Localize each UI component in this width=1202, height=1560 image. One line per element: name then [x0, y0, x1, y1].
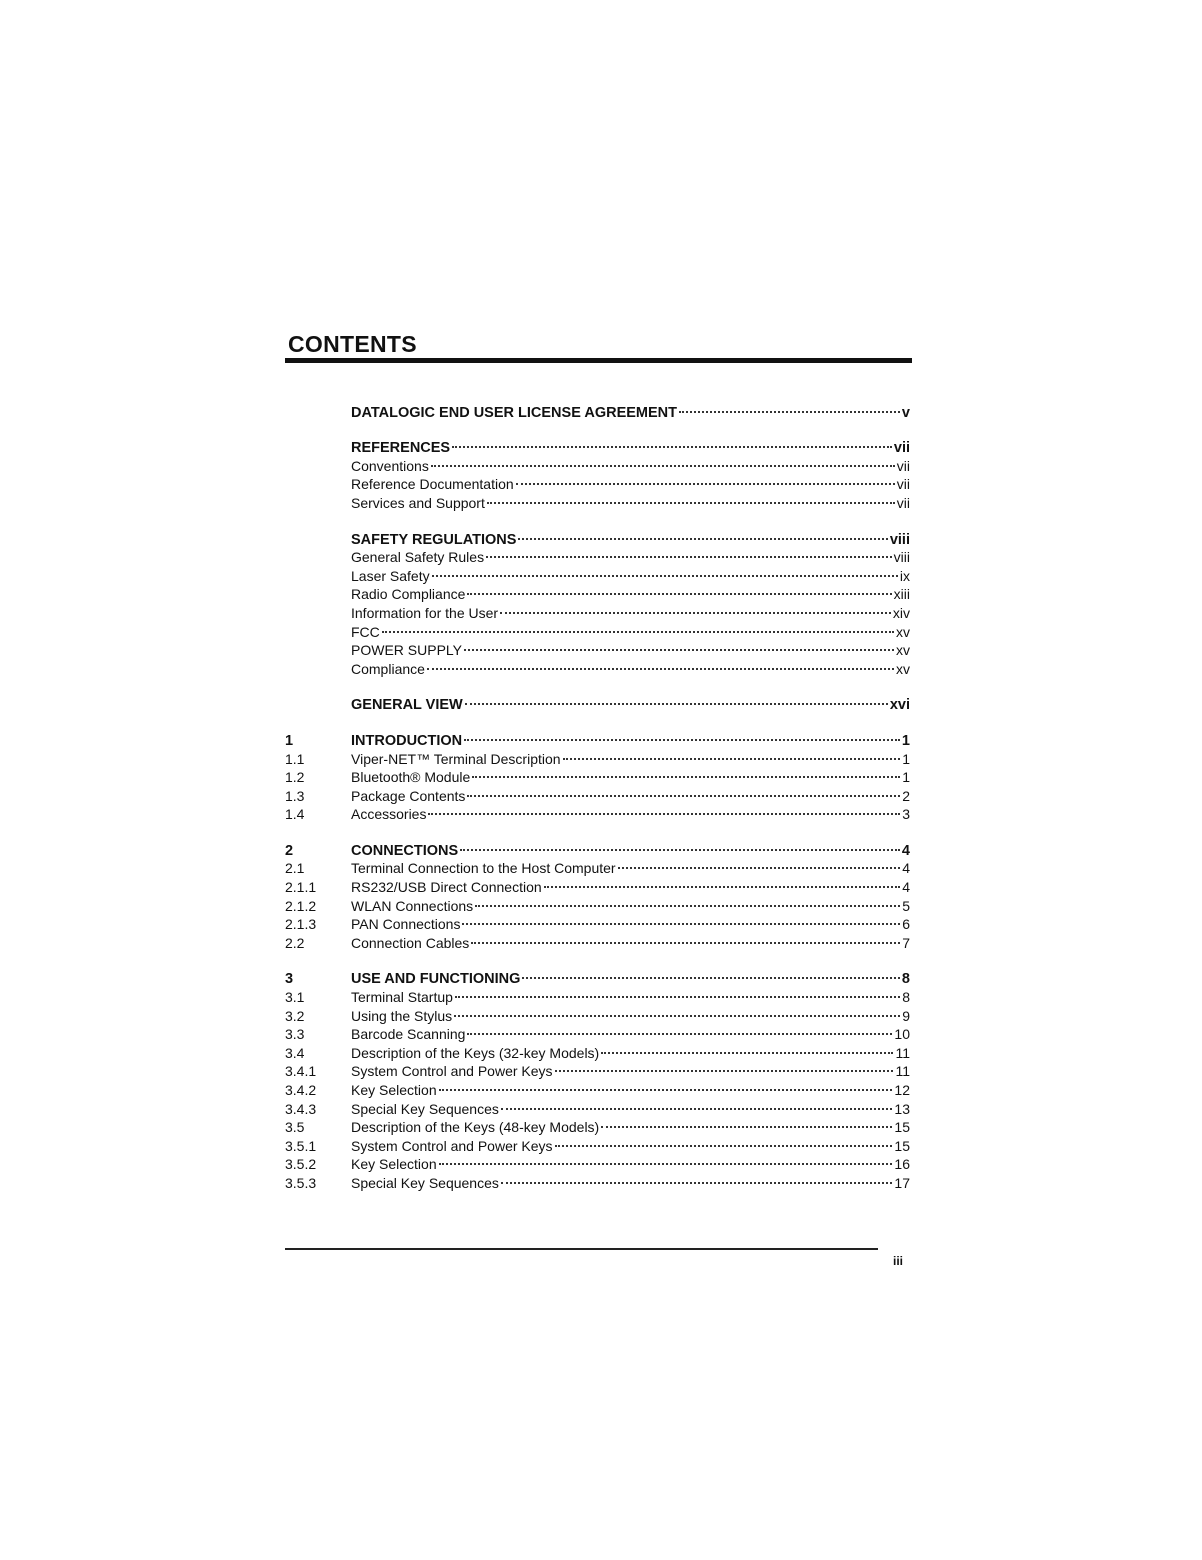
toc-entry-page: ix: [899, 567, 910, 584]
toc-entry-title: Barcode Scanning: [351, 1026, 466, 1043]
toc-entry-number: 1.2: [285, 769, 305, 786]
dot-leader: [467, 782, 900, 801]
toc-entry-title: Conventions: [351, 457, 429, 474]
toc-entry-title: Radio Compliance: [351, 586, 466, 603]
toc-entry-title: Special Key Sequences: [351, 1174, 499, 1191]
table-of-contents: [285, 398, 910, 1205]
toc-entry-title: System Control and Power Keys: [351, 1137, 553, 1154]
dot-leader: [467, 581, 891, 600]
toc-entry-number: 3.1: [285, 989, 305, 1006]
toc-entry-page: vii: [896, 494, 910, 511]
toc-entry-title: Key Selection: [351, 1156, 437, 1173]
toc-heading-entry[interactable]: [285, 434, 910, 457]
dot-leader: [455, 983, 900, 1002]
dot-leader: [462, 911, 900, 930]
toc-entry-number: 3.2: [285, 1007, 305, 1024]
toc-entry-page: 9: [902, 1007, 910, 1024]
toc-entry-page: 7: [902, 934, 910, 951]
toc-entry-number: 3: [285, 971, 294, 988]
toc-entry-title: RS232/USB Direct Connection: [351, 879, 542, 896]
toc-entry-title: DATALOGIC END USER LICENSE AGREEMENT: [351, 404, 677, 421]
toc-entry-number: 3.4.3: [285, 1100, 317, 1117]
toc-entry-title: POWER SUPPLY: [351, 642, 462, 659]
toc-entry-page: 2: [902, 787, 910, 804]
dot-leader: [555, 1058, 894, 1077]
toc-entry-title: Services and Support: [351, 494, 485, 511]
toc-entry-title: System Control and Power Keys: [351, 1063, 553, 1080]
dot-leader: [472, 764, 900, 783]
toc-entry-number: 2.1.2: [285, 897, 317, 914]
toc-entry-number: 3.5.2: [285, 1156, 317, 1173]
toc-entry-title: CONNECTIONS: [351, 842, 459, 859]
toc-entry-title: Special Key Sequences: [351, 1100, 499, 1117]
toc-entry-number: 2.1.1: [285, 879, 317, 896]
toc-entry-title: Description of the Keys (32-key Models): [351, 1044, 600, 1061]
dot-leader: [454, 1002, 900, 1021]
toc-entry-page: vii: [893, 440, 910, 457]
toc-entry-page: 15: [894, 1119, 910, 1136]
toc-section: [285, 525, 910, 677]
dot-leader: [467, 1021, 892, 1040]
dot-leader: [486, 544, 892, 563]
toc-entry-page: 8: [902, 989, 910, 1006]
dot-leader: [501, 1095, 893, 1114]
dot-leader: [428, 801, 900, 820]
dot-leader: [679, 398, 900, 417]
toc-section: [285, 836, 910, 951]
toc-entry-page: 17: [894, 1174, 910, 1191]
toc-entry-page: viii: [893, 549, 910, 566]
toc-entry-page: 3: [902, 806, 910, 823]
toc-entry-title: Key Selection: [351, 1082, 437, 1098]
toc-entry-number: 3.5.3: [285, 1174, 317, 1191]
footer-page-number: iii: [893, 1254, 904, 1268]
dot-leader: [522, 965, 899, 984]
dot-leader: [518, 525, 887, 544]
toc-entry-number: 1.4: [285, 806, 305, 823]
toc-section: [285, 965, 910, 1191]
dot-leader: [439, 1076, 893, 1095]
toc-entry-title: INTRODUCTION: [351, 732, 463, 749]
toc-section: [285, 726, 910, 823]
toc-entry-title: Terminal Connection to the Host Computer: [351, 860, 616, 877]
toc-heading-entry[interactable]: [285, 726, 910, 749]
toc-entry-title: General Safety Rules: [351, 549, 485, 566]
toc-entry-number: 1.1: [285, 750, 305, 767]
dot-leader: [601, 1039, 893, 1058]
toc-entry-number: 3.5: [285, 1119, 305, 1136]
toc-entry-page: 15: [894, 1137, 910, 1154]
toc-entry-title: USE AND FUNCTIONING: [351, 971, 521, 988]
toc-heading-entry[interactable]: [285, 398, 910, 421]
toc-entry-number: 2.1: [285, 860, 305, 877]
toc-entry-page: 6: [902, 916, 910, 933]
toc-entry-title: WLAN Connections: [351, 897, 474, 914]
toc-heading-entry[interactable]: [285, 525, 910, 548]
toc-entry-page: 13: [894, 1100, 910, 1117]
dot-leader: [471, 929, 900, 948]
toc-entry-number: 3.3: [285, 1026, 305, 1043]
toc-entry-title: Reference Documentation: [351, 476, 514, 493]
dot-leader: [431, 452, 895, 471]
toc-entry-title: Bluetooth® Module: [351, 769, 471, 786]
toc-entry-number: 2.1.3: [285, 916, 317, 933]
toc-entry-page: xv: [896, 642, 910, 659]
toc-entry-number: 2.2: [285, 934, 305, 951]
toc-entry-page: 11: [895, 1063, 910, 1080]
toc-entry-title: Laser Safety: [351, 567, 430, 584]
toc-entry-page: xvi: [889, 697, 910, 714]
toc-entry-title: Package Contents: [351, 787, 466, 804]
toc-entry-page: xiv: [892, 604, 910, 621]
toc-entry-title: REFERENCES: [351, 440, 451, 457]
dot-leader: [618, 855, 901, 874]
dot-leader: [465, 691, 888, 710]
toc-entry-page: v: [901, 404, 910, 421]
dot-leader: [464, 637, 894, 656]
toc-entry-number: 3.4: [285, 1044, 305, 1061]
toc-entry-title: Using the Stylus: [351, 1007, 453, 1024]
footer-rule: [285, 1248, 878, 1250]
dot-leader: [500, 599, 891, 618]
toc-entry-title: FCC: [351, 623, 380, 640]
toc-heading-entry[interactable]: [285, 691, 910, 714]
toc-entry-number: 3.4.2: [285, 1082, 317, 1098]
toc-entry-page: 1: [902, 769, 910, 786]
dot-leader: [427, 655, 894, 674]
dot-leader: [601, 1114, 892, 1133]
dot-leader: [464, 726, 900, 745]
toc-entry-page: xv: [896, 623, 910, 640]
page-title: CONTENTS: [288, 331, 417, 357]
toc-heading-entry[interactable]: [285, 836, 910, 859]
toc-entry-page: vii: [896, 457, 910, 474]
toc-entry-page: 1: [901, 732, 910, 749]
toc-entry-title: Accessories: [351, 806, 427, 823]
toc-entry-number: 3.4.1: [285, 1063, 317, 1080]
toc-entry-number: 3.5.1: [285, 1137, 317, 1154]
toc-entry-title: Compliance: [351, 660, 425, 677]
toc-section: [285, 434, 910, 511]
toc-heading-entry[interactable]: [285, 965, 910, 988]
toc-entry-title: Description of the Keys (48-key Models): [351, 1119, 600, 1136]
toc-entry-page: 10: [894, 1026, 910, 1043]
dot-leader: [432, 562, 898, 581]
toc-entry-page: 5: [902, 897, 910, 914]
toc-entry-number: 1: [285, 732, 294, 749]
dot-leader: [439, 1151, 893, 1170]
toc-entry-page: 12: [894, 1082, 910, 1098]
dot-leader: [544, 873, 901, 892]
dot-leader: [475, 892, 900, 911]
toc-entry-number: 1.3: [285, 787, 305, 804]
title-rule: [285, 358, 912, 363]
toc-entry-page: 16: [894, 1156, 910, 1173]
toc-entry-page: 8: [901, 971, 910, 988]
toc-entry-page: 4: [902, 879, 910, 896]
toc-entry-page: 11: [895, 1044, 910, 1061]
toc-section: [285, 691, 910, 714]
dot-leader: [555, 1132, 893, 1151]
toc-entry-title: Viper-NET™ Terminal Description: [351, 750, 561, 767]
toc-entry-title: Information for the User: [351, 604, 499, 621]
toc-entry-title: Terminal Startup: [351, 989, 453, 1006]
toc-entry-title: SAFETY REGULATIONS: [351, 531, 517, 548]
toc-entry-title: Connection Cables: [351, 934, 470, 951]
toc-entry-page: viii: [889, 531, 910, 548]
dot-leader: [501, 1169, 893, 1188]
toc-section: [285, 398, 910, 421]
toc-entry-title: GENERAL VIEW: [351, 697, 463, 714]
dot-leader: [452, 434, 892, 453]
toc-entry-number: 2: [285, 842, 294, 859]
dot-leader: [460, 836, 900, 855]
toc-entry-page: xiii: [893, 586, 910, 603]
dot-leader: [487, 489, 895, 508]
dot-leader: [382, 618, 894, 637]
toc-entry-title: PAN Connections: [351, 916, 461, 933]
toc-entry-page: xv: [896, 660, 910, 677]
toc-entry-page: 1: [902, 750, 910, 767]
dot-leader: [516, 471, 895, 490]
toc-entry-page: 4: [901, 842, 910, 859]
toc-entry-page: vii: [896, 476, 910, 493]
toc-entry-page: 4: [902, 860, 910, 877]
dot-leader: [563, 745, 901, 764]
